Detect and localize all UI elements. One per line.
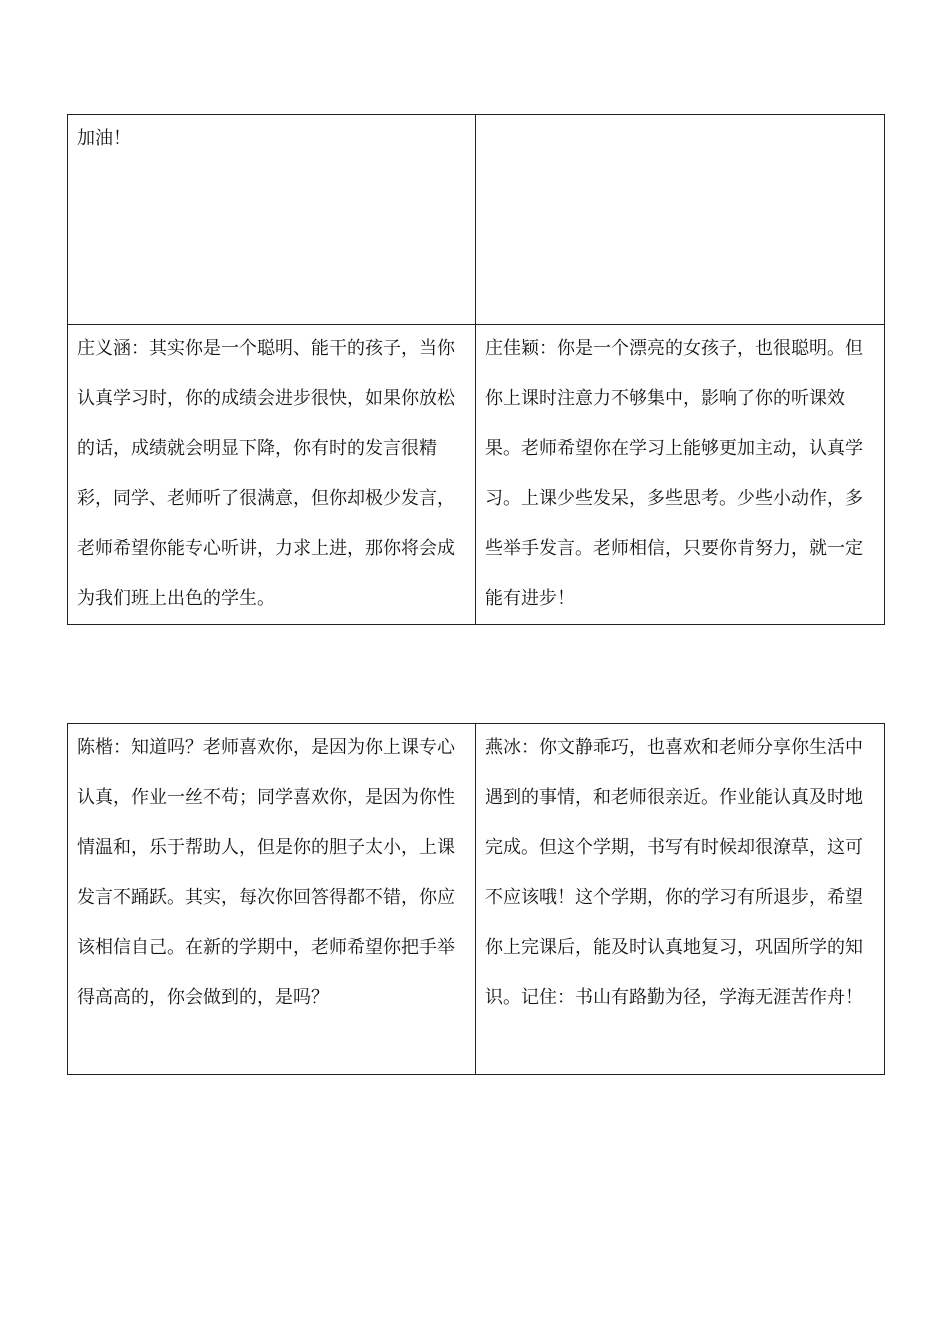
comment-text: 燕冰：你文静乖巧，也喜欢和老师分享你生活中遇到的事情，和老师很亲近。作业能认真及时地完成。但这个学期，书写有时候却很潦草，这可不应该哦！这个学期，你的学习有所退步，希望你上完课后，能及时认真地复习，巩固所学的知识。记住：书山有路勤为径，学海无涯苦作舟！ [485,737,863,1008]
comment-table-top [67,114,885,625]
comment-text: 庄佳颖：你是一个漂亮的女孩子，也很聪明。但你上课时注意力不够集中，影响了你的听课效果。老师希望你在学习上能够更加主动，认真学习。上课少些发呆，多些思考。少些小动作，多些举手发言。老师相信，只要你肯努力，就一定能有进步！ [485,338,863,609]
comment-table-bottom [67,723,885,1075]
comment-cell-empty [476,115,885,325]
comment-cell [476,325,885,625]
table-row [68,115,885,325]
comment-cell [476,724,885,1075]
comment-cell [68,325,476,625]
comment-text: 加油！ [77,128,131,149]
comment-text: 陈楷：知道吗？老师喜欢你，是因为你上课专心认真，作业一丝不苟；同学喜欢你，是因为你性情温和，乐于帮助人，但是你的胆子太小，上课发言不踊跃。其实，每次你回答得都不错，你应该相信自己。在新的学期中，老师希望你把手举得高高的，你会做到的，是吗？ [77,737,455,1008]
comment-cell [68,115,476,325]
comment-text: 庄义涵：其实你是一个聪明、能干的孩子，当你认真学习时，你的成绩会进步很快，如果你放松的话，成绩就会明显下降，你有时的发言很精彩，同学、老师听了很满意，但你却极少发言，老师希望你能专心听讲，力求上进，那你将会成为我们班上出色的学生。 [77,338,455,609]
table-row [68,724,885,1075]
table-row [68,325,885,625]
comment-cell [68,724,476,1075]
